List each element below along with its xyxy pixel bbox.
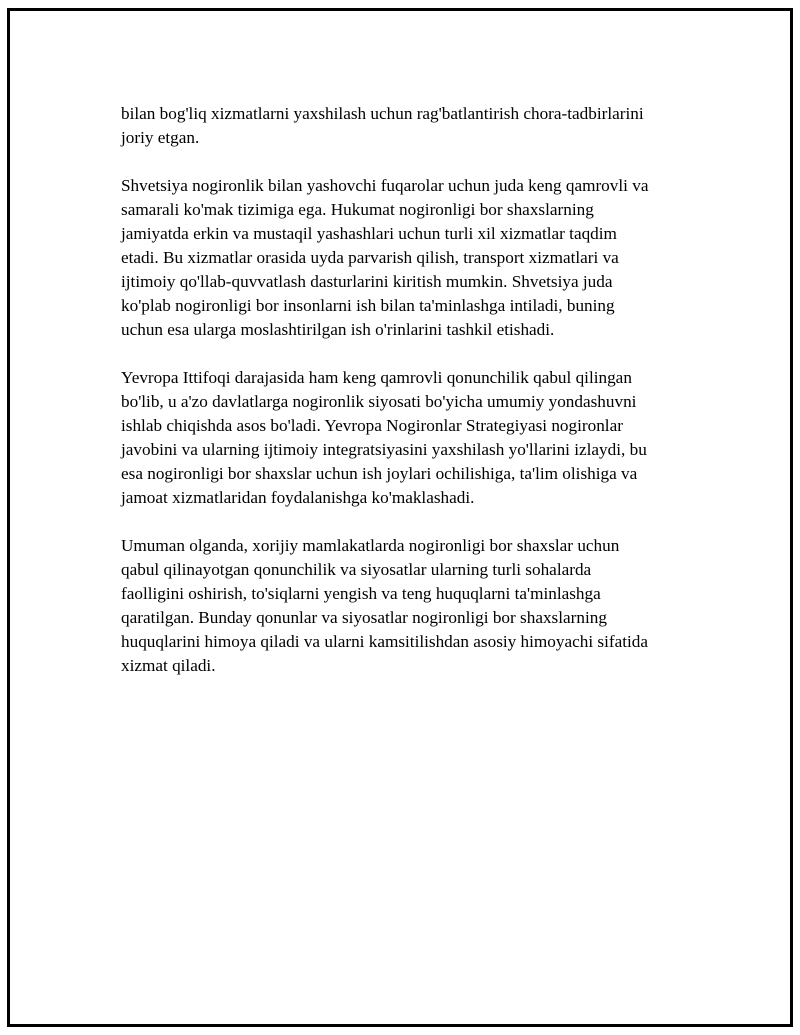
page-frame bbox=[7, 8, 793, 1027]
paragraph-3: Yevropa Ittifoqi darajasida ham keng qamrovli qonunchilik qabul qilingan bo'lib, u a'zo davlatlarga nogironlik siyosati bo'yicha umumiy yondashuvni ishlab chiqishda asos bo'ladi. Yevropa Nogironlar Strategiyasi nogironlar javobini va ularning ijtimoiy integratsiyasini yaxshilash yo'llarini izlaydi, bu esa nogironligi bor shaxslar uchun ish joylari ochilishiga, ta'lim olishiga va jamoat xizmatlaridan foydalanishga ko'maklashadi. bbox=[121, 368, 647, 507]
paragraph-4: Umuman olganda, xorijiy mamlakatlarda nogironligi bor shaxslar uchun qabul qilinayotgan qonunchilik va siyosatlar ularning turli sohalarda faolligini oshirish, to'siqlarni yengish va teng huquqlarni ta'minlashga qaratilgan. Bunday qonunlar va siyosatlar nogironligi bor shaxslarning huquqlarini himoya qiladi va ularni kamsitilishdan asosiy himoyachi sifatida xizmat qiladi. bbox=[121, 536, 648, 675]
paragraph-2: Shvetsiya nogironlik bilan yashovchi fuqarolar uchun juda keng qamrovli va samarali ko'mak tizimiga ega. Hukumat nogironligi bor shaxslarning jamiyatda erkin va mustaqil yashashlari uchun turli xil xizmatlar taqdim etadi. Bu xizmatlar orasida uyda parvarish qilish, transport xizmatlari va ijtimoiy qo'llab-quvvatlash dasturlarini kiritish mumkin. Shvetsiya juda ko'plab nogironligi bor insonlarni ish bilan ta'minlashga intiladi, buning uchun esa ularga moslashtirilgan ish o'rinlarini tashkil etishadi. bbox=[121, 176, 649, 339]
paragraph-1: bilan bog'liq xizmatlarni yaxshilash uchun rag'batlantirish chora-tadbirlarini joriy etgan. bbox=[121, 104, 644, 147]
document-body bbox=[121, 102, 701, 702]
